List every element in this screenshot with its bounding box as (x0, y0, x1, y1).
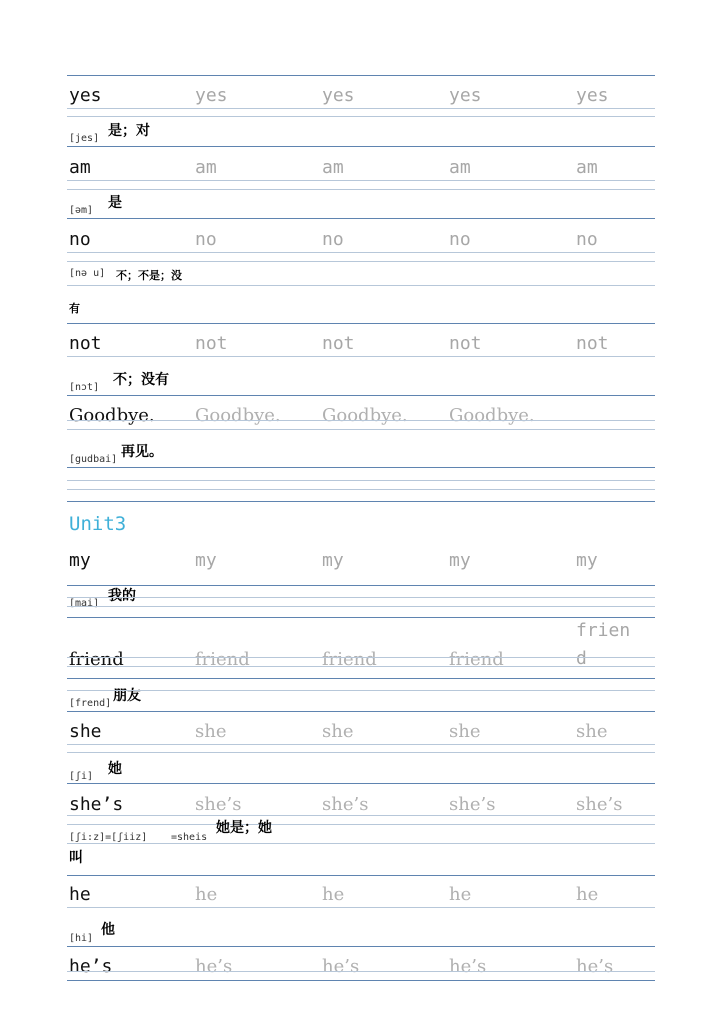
rule-line (67, 907, 655, 908)
copy-shes-4: she’s (576, 794, 623, 815)
word-not: not (69, 333, 102, 354)
phonetic-goodbye: [gudbai] (69, 454, 118, 465)
copy-no-1: no (195, 229, 217, 250)
copy-yes-1: yes (195, 85, 228, 106)
copy-friend-1: friend (195, 649, 250, 670)
meaning-shes-line2: 叫 (69, 850, 83, 866)
rule-line (67, 815, 655, 816)
phonetic-no: [nə u] (69, 268, 106, 279)
word-goodbye: Goodbye. (69, 405, 155, 426)
rule-line (67, 843, 655, 844)
copy-am-1: am (195, 157, 217, 178)
copy-not-2: not (322, 333, 355, 354)
meaning-no-line2: 有 (69, 302, 80, 315)
copy-hes-2: he’s (322, 956, 360, 977)
word-shes: she’s (69, 794, 124, 815)
word-hes: he’s (69, 956, 113, 977)
phonetic-my: [mai] (69, 598, 100, 609)
rule-line (67, 711, 655, 712)
rule-line (67, 744, 655, 745)
note-shes: =sheis (171, 832, 208, 843)
meaning-she: 她 (108, 761, 122, 777)
copy-shes-3: she’s (449, 794, 496, 815)
rule-line (67, 218, 655, 219)
copy-not-1: not (195, 333, 228, 354)
rule-line (67, 146, 655, 147)
rule-line (67, 467, 655, 468)
copy-am-2: am (322, 157, 344, 178)
copy-she-2: she (322, 721, 354, 742)
rule-line (67, 261, 655, 262)
rule-line (67, 657, 655, 658)
rule-line (67, 108, 655, 109)
meaning-goodbye: 再见。 (121, 444, 163, 460)
phonetic-am: [əm] (69, 205, 94, 216)
rule-line (67, 116, 655, 117)
copy-no-4: no (576, 229, 598, 250)
copy-he-3: he (449, 884, 472, 905)
copy-she-1: she (195, 721, 227, 742)
rule-line (67, 180, 655, 181)
rule-line (67, 252, 655, 253)
meaning-shes-line1: 她是；她 (216, 820, 272, 836)
copy-she-3: she (449, 721, 481, 742)
copy-shes-1: she’s (195, 794, 242, 815)
copy-yes-4: yes (576, 85, 609, 106)
rule-line (67, 875, 655, 876)
phonetic-yes: [jes] (69, 133, 100, 144)
meaning-yes: 是；对 (108, 123, 150, 139)
rule-line (67, 971, 655, 972)
word-friend: friend (69, 649, 124, 670)
rule-line (67, 946, 655, 947)
word-no: no (69, 229, 91, 250)
rule-line (67, 395, 655, 396)
rule-line (67, 980, 655, 981)
copy-she-4: she (576, 721, 608, 742)
copy-goodbye-2: Goodbye. (322, 405, 408, 426)
copy-he-2: he (322, 884, 345, 905)
rule-line (67, 429, 655, 430)
copy-shes-2: she’s (322, 794, 369, 815)
word-my: my (69, 550, 91, 571)
word-he: he (69, 884, 91, 905)
phonetic-not: [nɔt] (69, 382, 100, 393)
phonetic-friend: [frend] (69, 698, 112, 709)
meaning-my: 我的 (108, 588, 136, 604)
copy-my-1: my (195, 550, 217, 571)
rule-line (67, 606, 655, 607)
rule-line (67, 678, 655, 679)
phonetic-he: [hi] (69, 933, 94, 944)
rule-line (67, 356, 655, 357)
rule-line (67, 480, 655, 481)
rule-line (67, 75, 655, 76)
phonetic-she: [ʃi] (69, 771, 94, 782)
rule-line (67, 420, 655, 421)
meaning-friend: 朋友 (113, 688, 141, 704)
meaning-no-line1: 不；不是；没 (116, 269, 182, 282)
rule-line (67, 824, 655, 825)
copy-yes-3: yes (449, 85, 482, 106)
copy-hes-4: he’s (576, 956, 614, 977)
copy-am-4: am (576, 157, 598, 178)
meaning-am: 是 (108, 195, 122, 211)
rule-line (67, 690, 655, 691)
rule-line (67, 189, 655, 190)
copy-yes-2: yes (322, 85, 355, 106)
meaning-not: 不；没有 (113, 372, 169, 388)
word-yes: yes (69, 85, 102, 106)
copy-my-3: my (449, 550, 471, 571)
rule-line (67, 285, 655, 286)
rule-line (67, 666, 655, 667)
copy-friend-3: friend (449, 649, 504, 670)
rule-line (67, 752, 655, 753)
phonetic-shes: [ʃi:z]=[ʃiiz] (69, 832, 148, 843)
rule-line (67, 617, 655, 618)
rule-line (67, 597, 655, 598)
copy-hes-3: he’s (449, 956, 487, 977)
copy-friend-4: friend (576, 620, 631, 669)
copy-am-3: am (449, 157, 471, 178)
copy-he-4: he (576, 884, 599, 905)
rule-line (67, 783, 655, 784)
copy-he-1: he (195, 884, 218, 905)
copy-hes-1: he’s (195, 956, 233, 977)
rule-line (67, 323, 655, 324)
meaning-he: 他 (101, 922, 115, 938)
copy-no-3: no (449, 229, 471, 250)
rule-line (67, 501, 655, 502)
copy-my-2: my (322, 550, 344, 571)
word-she: she (69, 721, 102, 742)
copy-goodbye-1: Goodbye. (195, 405, 281, 426)
rule-line (67, 585, 655, 586)
copy-not-3: not (449, 333, 482, 354)
unit-heading: Unit3 (69, 513, 127, 535)
rule-line (67, 489, 655, 490)
copy-my-4: my (576, 550, 598, 571)
word-am: am (69, 157, 91, 178)
copy-friend-2: friend (322, 649, 377, 670)
copy-not-4: not (576, 333, 609, 354)
copy-goodbye-3: Goodbye. (449, 405, 535, 426)
copy-no-2: no (322, 229, 344, 250)
